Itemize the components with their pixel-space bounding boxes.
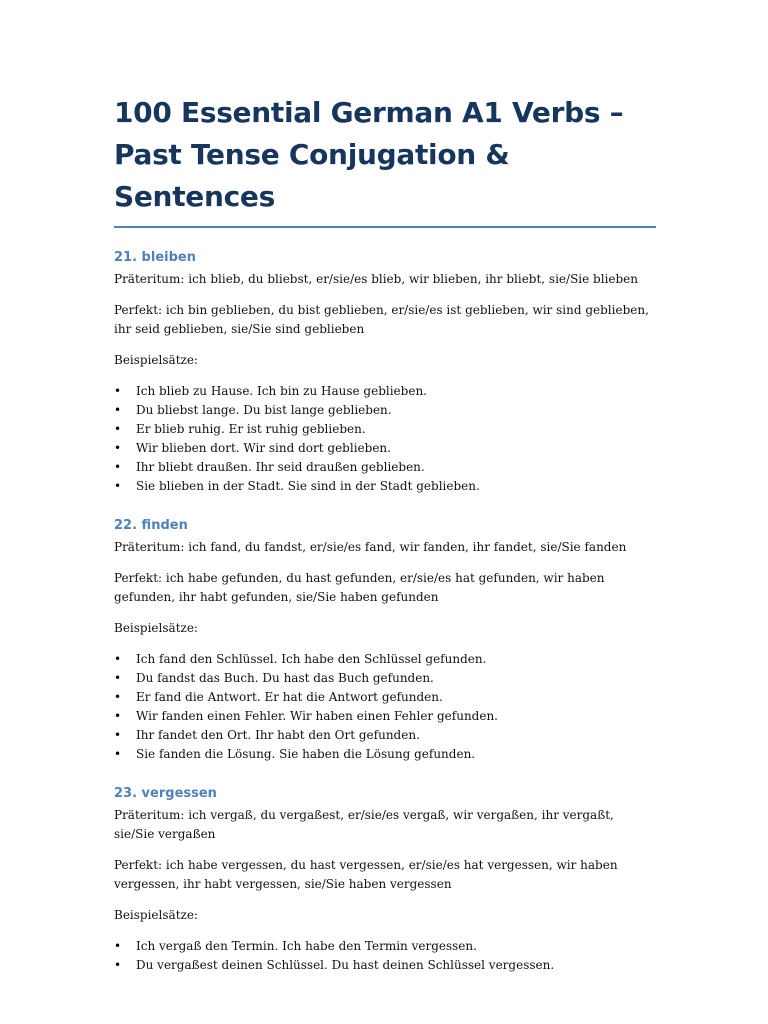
examples-list: [114, 382, 656, 496]
example-sentence: Du vergaßest deinen Schlüssel. Du hast deinen Schlüssel vergessen.: [136, 958, 555, 972]
bullet-icon: •: [114, 652, 122, 666]
verb-heading: 22. finden: [114, 518, 188, 533]
prateritum-line: Präteritum: ich fand, du fandst, er/sie/es fand, wir fanden, ihr fandet, sie/Sie fanden: [114, 540, 627, 554]
bullet-icon: •: [114, 441, 122, 455]
prateritum-line: Präteritum: ich vergaß, du vergaßest, er/sie/es vergaß, wir vergaßen, ihr vergaßt, sie/Sie vergaßen: [114, 808, 614, 841]
bullet-icon: •: [114, 728, 122, 742]
example-sentence: Ich vergaß den Termin. Ich habe den Termin vergessen.: [136, 939, 477, 953]
perfekt-line: Perfekt: ich habe gefunden, du hast gefunden, er/sie/es hat gefunden, wir haben gefunden, ihr habt gefunden, sie/Sie haben gefunden: [114, 571, 605, 604]
verb-section-finden: [114, 516, 656, 764]
example-sentence: Wir fanden einen Fehler. Wir haben einen Fehler gefunden.: [136, 709, 498, 723]
document-title: 100 Essential German A1 Verbs – Past Tense Conjugation & Sentences: [114, 92, 656, 228]
examples-label: Beispielsätze:: [114, 353, 198, 367]
examples-list: [114, 650, 656, 764]
verb-section-bleiben: [114, 248, 656, 496]
bullet-icon: •: [114, 479, 122, 493]
bullet-icon: •: [114, 747, 122, 761]
list-item: [114, 937, 656, 956]
list-item: [114, 477, 656, 496]
list-item: [114, 669, 656, 688]
examples-label: Beispielsätze:: [114, 908, 198, 922]
example-sentence: Er fand die Antwort. Er hat die Antwort gefunden.: [136, 690, 443, 704]
list-item: [114, 745, 656, 764]
perfekt-line: Perfekt: ich bin geblieben, du bist geblieben, er/sie/es ist geblieben, wir sind geblieben, ihr seid geblieben, sie/Sie sind geblieben: [114, 303, 649, 336]
prateritum-line: Präteritum: ich blieb, du bliebst, er/sie/es blieb, wir blieben, ihr bliebt, sie/Sie blieben: [114, 272, 639, 286]
examples-label: Beispielsätze:: [114, 621, 198, 635]
example-sentence: Wir blieben dort. Wir sind dort geblieben.: [136, 441, 391, 455]
list-item: [114, 439, 656, 458]
list-item: [114, 401, 656, 420]
document-page: [114, 92, 656, 975]
bullet-icon: •: [114, 403, 122, 417]
bullet-icon: •: [114, 422, 122, 436]
example-sentence: Ihr bliebt draußen. Ihr seid draußen geblieben.: [136, 460, 425, 474]
perfekt-line: Perfekt: ich habe vergessen, du hast vergessen, er/sie/es hat vergessen, wir haben vergessen, ihr habt vergessen, sie/Sie haben vergessen: [114, 858, 618, 891]
bullet-icon: •: [114, 460, 122, 474]
list-item: [114, 420, 656, 439]
bullet-icon: •: [114, 939, 122, 953]
bullet-icon: •: [114, 690, 122, 704]
example-sentence: Du fandst das Buch. Du hast das Buch gefunden.: [136, 671, 434, 685]
examples-list: [114, 937, 656, 975]
bullet-icon: •: [114, 384, 122, 398]
verb-heading: 21. bleiben: [114, 250, 196, 265]
example-sentence: Ich fand den Schlüssel. Ich habe den Schlüssel gefunden.: [136, 652, 487, 666]
bullet-icon: •: [114, 671, 122, 685]
verb-heading: 23. vergessen: [114, 786, 217, 801]
verb-section-vergessen: [114, 784, 656, 975]
example-sentence: Er blieb ruhig. Er ist ruhig geblieben.: [136, 422, 366, 436]
list-item: [114, 458, 656, 477]
list-item: [114, 688, 656, 707]
list-item: [114, 726, 656, 745]
example-sentence: Sie blieben in der Stadt. Sie sind in der Stadt geblieben.: [136, 479, 480, 493]
example-sentence: Du bliebst lange. Du bist lange geblieben.: [136, 403, 392, 417]
bullet-icon: •: [114, 958, 122, 972]
list-item: [114, 707, 656, 726]
example-sentence: Ich blieb zu Hause. Ich bin zu Hause geblieben.: [136, 384, 427, 398]
example-sentence: Sie fanden die Lösung. Sie haben die Lösung gefunden.: [136, 747, 476, 761]
example-sentence: Ihr fandet den Ort. Ihr habt den Ort gefunden.: [136, 728, 420, 742]
list-item: [114, 650, 656, 669]
bullet-icon: •: [114, 709, 122, 723]
list-item: [114, 382, 656, 401]
list-item: [114, 956, 656, 975]
